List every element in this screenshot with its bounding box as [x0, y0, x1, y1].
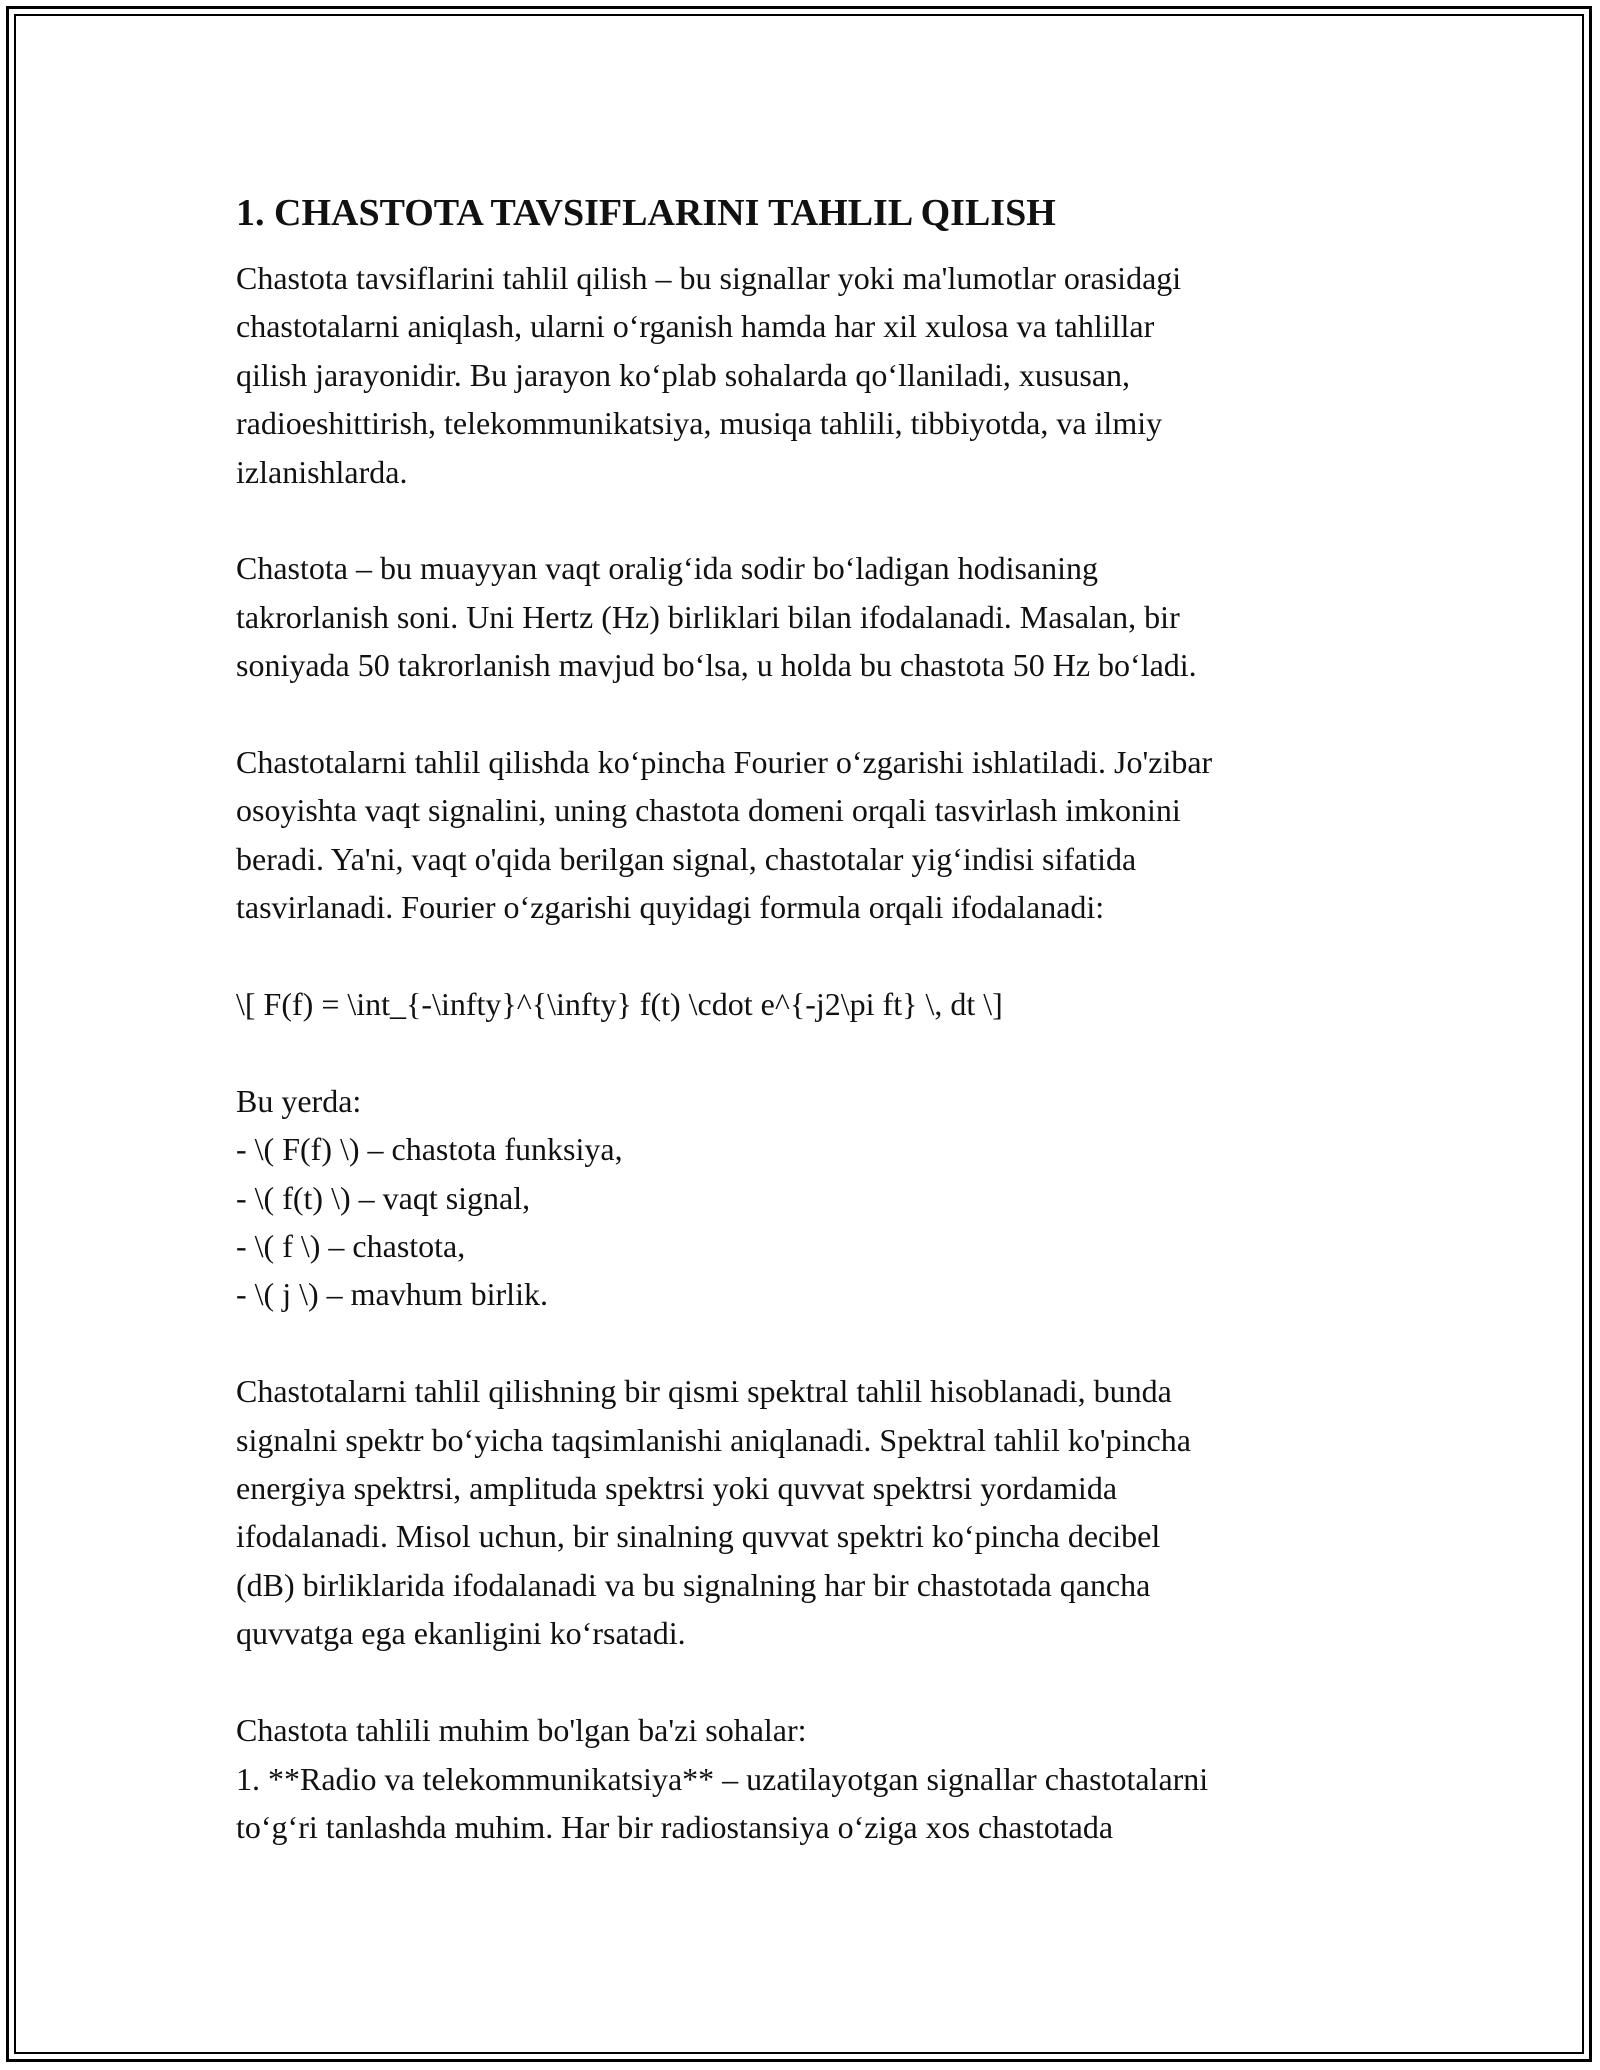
document-page [236, 186, 1396, 1851]
spectral-paragraph: Chastotalarni tahlil qilishning bir qismi spektral tahlil hisoblanadi, bunda signalni spektr bo‘yicha taqsimlanishi aniqlanadi. Spektral tahlil ko'pincha energiya spektrsi, amplituda spektrsi yoki quvvat spektrsi yordamida ifodalanadi. Misol uchun, bir sinalning quvvat spektri ko‘pincha decibel (dB) birliklarida ifodalanadi va bu signalning har bir chastotada qancha quvvatga ega ekanligini ko‘rsatadi. [236, 1373, 1191, 1652]
section-title: 1. CHASTOTA TAVSIFLARINI TAHLIL QILISH [236, 192, 1056, 234]
paragraph-gap [236, 690, 1396, 738]
fourier-paragraph: Chastotalarni tahlil qilishda ko‘pincha Fourier o‘zgarishi ishlatiladi. Jo'zibar osoyishta vaqt signalini, uning chastota domeni orqali tasvirlash imkonini beradi. Ya'ni, vaqt o'qida berilgan signal, chastotalar yig‘indisi sifatida tasvirlanadi. Fourier o‘zgarishi quyidagi formula orqali ifodalanadi: [236, 744, 1213, 926]
where-list: Bu yerda: - \( F(f) \) – chastota funksiya, - \( f(t) \) – vaqt signal, - \( f \) – chastota, - \( j \) – mavhum birlik. [236, 1082, 623, 1313]
paragraph-gap [236, 496, 1396, 544]
paragraph-gap [236, 1319, 1396, 1367]
fields-paragraph: Chastota tahlili muhim bo'lgan ba'zi sohalar: 1. **Radio va telekommunikatsiya** – uzatilayotgan signallar chastotalarni to‘g‘ri tanlashda muhim. Har bir radiostansiya o‘ziga xos chastotada [236, 1712, 1209, 1845]
intro-paragraph: Chastota tavsiflarini tahlil qilish – bu signallar yoki ma'lumotlar orasidagi chastotalarni aniqlash, ularni o‘rganish hamda har xil xulosa va tahlillar qilish jarayonidir. Bu jarayon ko‘plab sohalarda qo‘llaniladi, xususan, radioeshittirish, telekommunikatsiya, musiqa tahlili, tibbiyotda, va ilmiy izlanishlarda. [236, 260, 1182, 490]
fourier-formula: \[ F(f) = \int_{-\infty}^{\infty} f(t) \cdot e^{-j2\pi ft} \, dt \] [236, 986, 1003, 1023]
paragraph-gap [236, 932, 1396, 980]
definition-paragraph: Chastota – bu muayyan vaqt oralig‘ida sodir bo‘ladigan hodisaning takrorlanish soni. Uni Hertz (Hz) birliklari bilan ifodalanadi. Masalan, bir soniyada 50 takrorlanish mavjud bo‘lsa, u holda bu chastota 50 Hz bo‘ladi. [236, 550, 1197, 684]
paragraph-gap [236, 1028, 1396, 1076]
paragraph-gap [236, 1658, 1396, 1706]
